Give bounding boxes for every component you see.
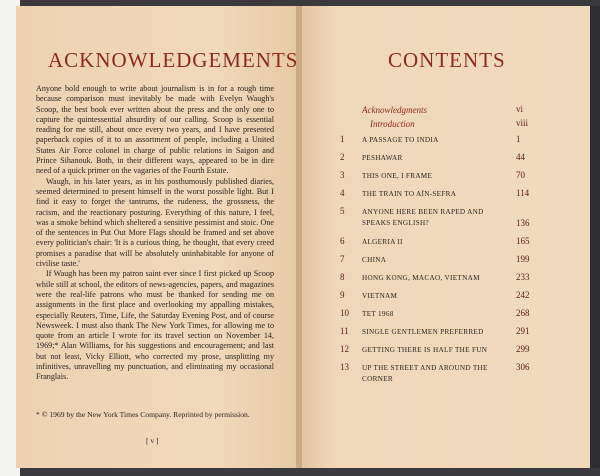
toc-entry xyxy=(340,308,570,326)
toc-entry-page: 165 xyxy=(516,236,530,246)
toc-entry-title: VIETNAM xyxy=(362,292,398,300)
toc-entry xyxy=(340,254,570,272)
acknowledgements-body xyxy=(36,84,274,383)
toc-entry-page: 291 xyxy=(516,326,530,336)
toc-entry-title: A PASSAGE TO INDIA xyxy=(362,136,439,144)
ack-paragraph-1: Anyone bold enough to write about journalism is in for a rough time because comparison must inevitably be made with Evelyn Waugh's Scoop, the best book ever written about the press and the only one to capture the quintessential absurdity of our calling. Scoop is essential reading for me still, about once every two years, and I have presented paperback copies of it to an assortment of people, including a United States Air Force colonel in charge of public relations in Saigon and Prince Sihanouk. Both, in their different ways, appeared to be in dire need of a quick primer on the vagaries of the Fourth Estate. xyxy=(36,84,274,176)
toc-entry-number: 10 xyxy=(340,308,349,318)
toc-entry-title: THE TRAIN TO AÏN-SEFRA xyxy=(362,190,457,198)
toc-entry-title: UP THE STREET AND AROUND THE CORNER xyxy=(362,364,488,383)
toc-entry-number: 12 xyxy=(340,344,349,354)
toc-entry xyxy=(340,290,570,308)
toc-entry-title: ALGERIA II xyxy=(362,238,403,246)
toc-entry-title: ANYONE HERE BEEN RAPED AND SPEAKS ENGLISH? xyxy=(362,208,484,227)
toc-entry xyxy=(340,362,570,383)
toc-entry-number: 8 xyxy=(340,272,345,282)
toc-entry-number: 5 xyxy=(340,206,345,216)
footnote: * © 1969 by the New York Times Company. Reprinted by permission. xyxy=(36,410,250,419)
toc-entry xyxy=(340,134,570,152)
toc-entry-title: Acknowledgments xyxy=(362,105,427,115)
toc-entry-page: 114 xyxy=(516,188,530,198)
toc-entry-page: vi xyxy=(516,104,524,114)
toc-entry xyxy=(340,206,570,236)
toc-entry-number: 1 xyxy=(340,134,345,144)
toc-entry-title: TET 1968 xyxy=(362,310,394,318)
table-of-contents xyxy=(340,104,570,383)
ack-paragraph-3: If Waugh has been my patron saint ever since I first picked up Scoop while still at school, the editors of news-agencies, papers, and magazines were the real-life patrons who must be thanked for sending me on assignments in the first place and overlooking my appalling mistakes, especially Reuters, Time, Life, the Saturday Evening Post, and of course Newsweek. I must also thank The New York Times, for allowing me to quote from an article I wrote for its travel section on November 14, 1969;* Alan Williams, for his suggestions and encouragement; and last but not least, Vicky Elliott, who corrected my prose, unsplitting my infinitives, unravelling my punctuation, and eliminating my occasional Franglais. xyxy=(36,269,274,382)
toc-entry-title: CHINA xyxy=(362,256,387,264)
toc-entry-number: 13 xyxy=(340,362,349,372)
toc-entry-number: 6 xyxy=(340,236,345,246)
toc-entry-title: PESHAWAR xyxy=(362,154,403,162)
toc-entry-page: 306 xyxy=(516,362,530,372)
toc-entry-number: 2 xyxy=(340,152,345,162)
toc-entry-title: HONG KONG, MACAO, VIETNAM xyxy=(362,274,480,282)
toc-entry-title: THIS ONE, I FRAME xyxy=(362,172,433,180)
toc-entry-page: 136 xyxy=(516,218,530,228)
toc-entry-title: GETTING THERE IS HALF THE FUN xyxy=(362,346,488,354)
toc-entry-page: 242 xyxy=(516,290,530,300)
toc-entry xyxy=(340,236,570,254)
toc-entry xyxy=(340,326,570,344)
toc-entry-title: Introduction xyxy=(370,119,415,129)
toc-entry-title: SINGLE GENTLEMEN PREFERRED xyxy=(362,328,484,336)
background-right xyxy=(590,6,600,468)
acknowledgements-title: ACKNOWLEDGEMENTS xyxy=(48,48,299,72)
toc-entry-page: 1 xyxy=(516,134,521,144)
toc-entry-page: 268 xyxy=(516,308,530,318)
toc-entry-page: 233 xyxy=(516,272,530,282)
toc-entry xyxy=(340,104,570,118)
toc-entry xyxy=(340,344,570,362)
toc-entry-number: 4 xyxy=(340,188,345,198)
toc-entry-number: 11 xyxy=(340,326,349,336)
toc-entry-number: 3 xyxy=(340,170,345,180)
toc-entry-number: 7 xyxy=(340,254,345,264)
book-gutter xyxy=(296,6,302,468)
toc-entry xyxy=(340,152,570,170)
toc-entry xyxy=(340,118,570,134)
toc-entry xyxy=(340,170,570,188)
toc-entry-page: 70 xyxy=(516,170,525,180)
page-number: [ v ] xyxy=(146,436,159,445)
toc-entry-page: 44 xyxy=(516,152,525,162)
toc-entry-page: viii xyxy=(516,118,529,128)
contents-title: CONTENTS xyxy=(388,48,506,72)
toc-entry-number: 9 xyxy=(340,290,345,300)
toc-entry xyxy=(340,272,570,290)
ack-paragraph-2: Waugh, in his later years, as in his posthumously published diaries, seemed determined to present himself in the worst possible light. But I find it easy to forget the tantrums, the rudeness, the grossness, the racism, and the reactionary posturing. Everything of this nature, I feel, was a smoke behind which sheltered a sensitive pessimist and stoic. One of the sentences in Put Out More Flags should be framed and set above every politician's chair: 'It is a curious thing, he thought, that every creed promises a paradise that will be absolutely uninhabitable for anyone of civilise taste.' xyxy=(36,176,274,269)
toc-entry-page: 199 xyxy=(516,254,530,264)
toc-entry-page: 299 xyxy=(516,344,530,354)
toc-entry xyxy=(340,188,570,206)
